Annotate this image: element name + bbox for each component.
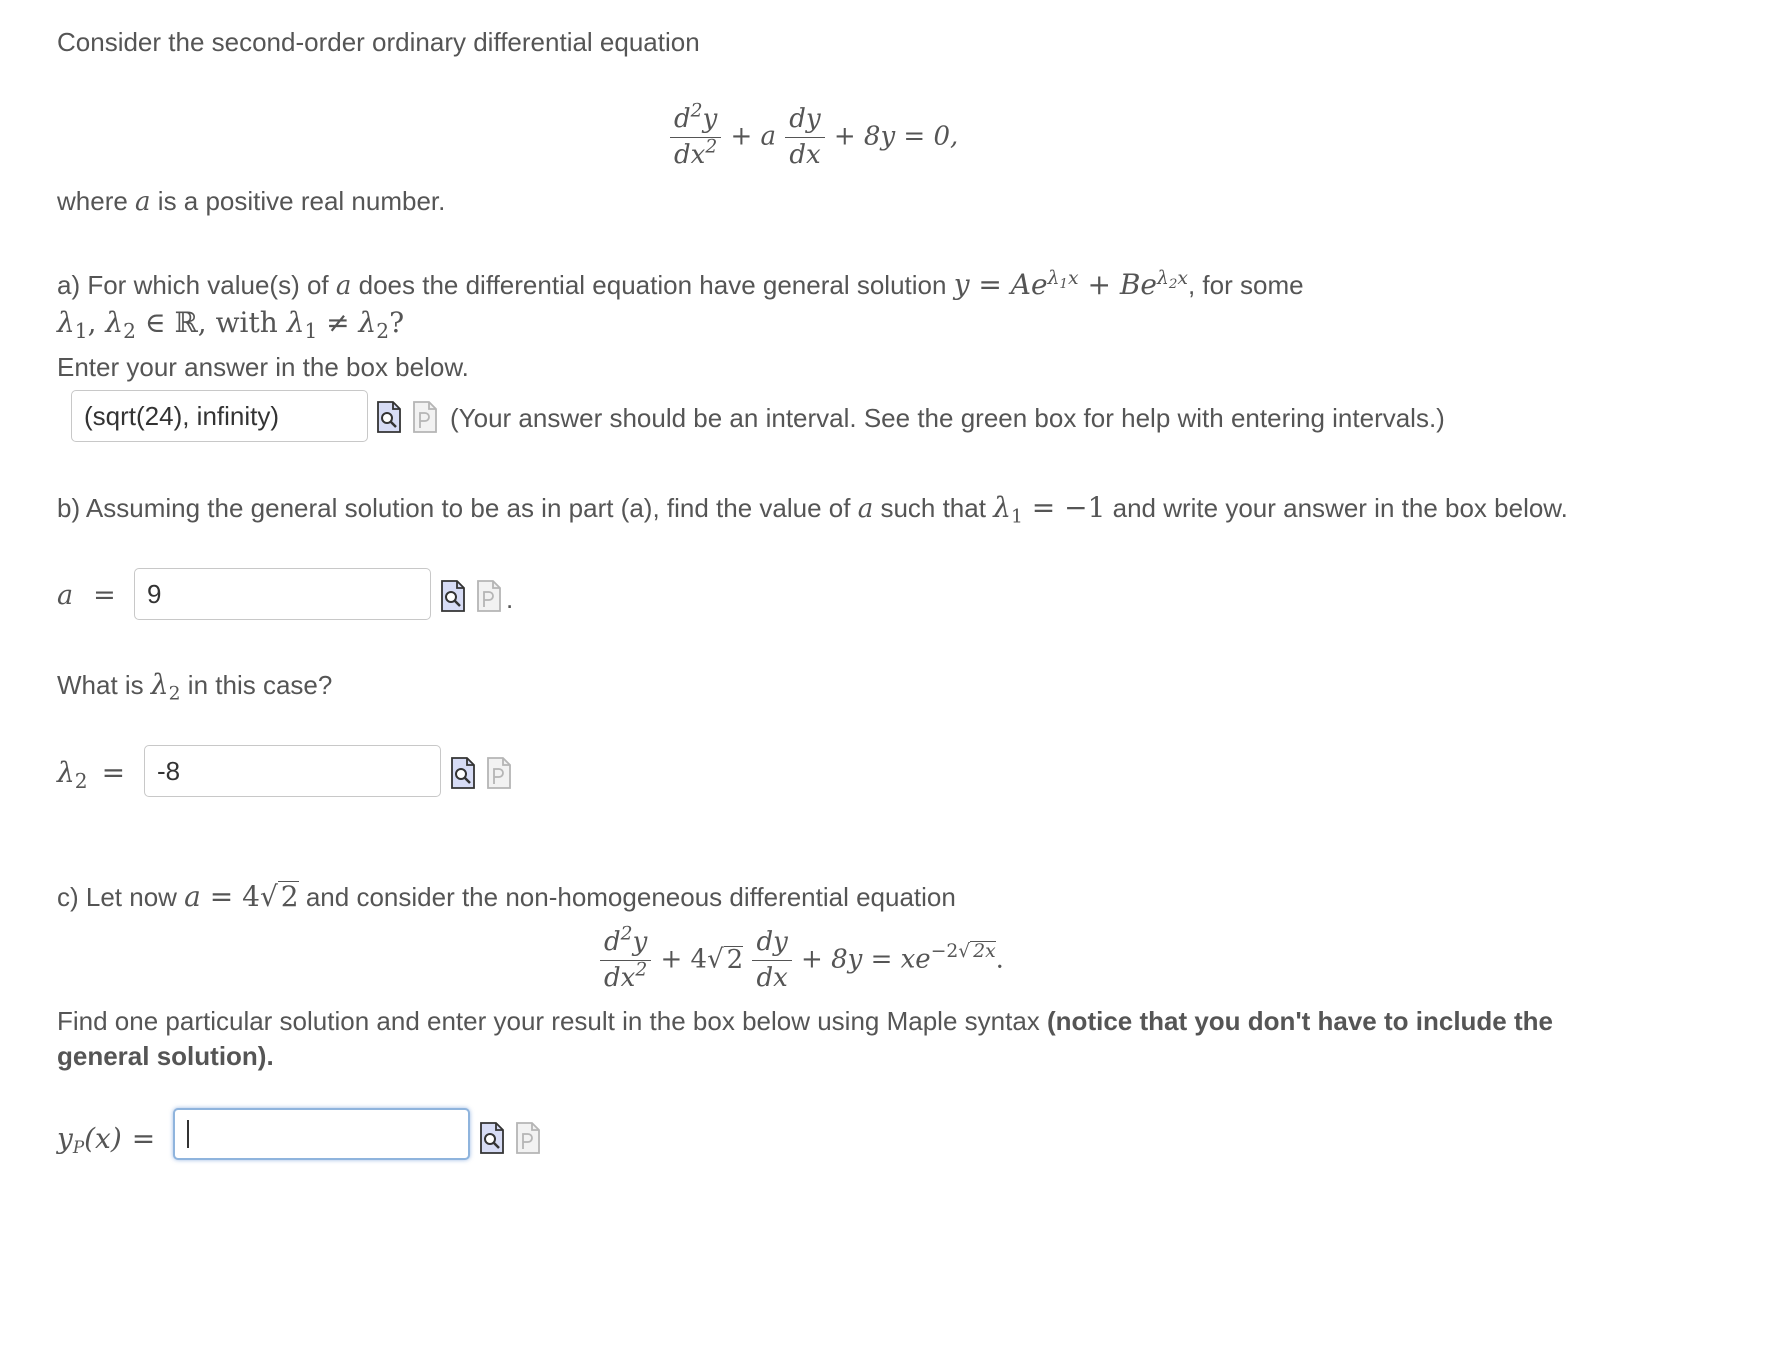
- part-a-hint: (Your answer should be an interval. See the green box for help with entering intervals.): [450, 403, 1445, 433]
- part-c-find-text-line2: general solution).: [57, 1041, 274, 1071]
- intro-text: Consider the second-order ordinary differential equation: [57, 27, 700, 57]
- part-c-equation: $\frac{d^2y}{dx^2}$ + 4√ 2 $\frac{dy}{dx}$ + $8y = xe^{-2√ 2x}$.: [598, 927, 1004, 994]
- part-a-question: a) For which value(s) of a does the differential equation have general solution $y = Ae^{\lambda_1x} + Be^{\lambda_2x}$, for some: [57, 267, 1304, 301]
- intro-equation: $\frac{d^2y}{dx^2}$ + a $\frac{dy}{dx}$ + 8y = 0,: [668, 104, 958, 171]
- lambda2-value: -8: [157, 755, 181, 786]
- palette-icon[interactable]: [515, 1122, 541, 1154]
- preview-icon[interactable]: [376, 401, 402, 433]
- palette-icon[interactable]: [412, 401, 438, 433]
- a-value-input[interactable]: [134, 568, 431, 620]
- intro-where: where a is a positive real number.: [57, 186, 446, 217]
- part-c-find-text: Find one particular solution and enter your result in the box below using Maple syntax (notice that you don't have to include the: [57, 1006, 1553, 1036]
- preview-icon[interactable]: [440, 580, 466, 612]
- lambda2-label: $\lambda_2$ =: [57, 756, 126, 794]
- yp-label: $y_P(x)$ =: [57, 1122, 156, 1158]
- part-a-question-line2: $\lambda_1$, $\lambda_2$ ∈ ℝ, with $\lambda_1 \ne \lambda_2$?: [57, 306, 405, 344]
- part-a-instruction: Enter your answer in the box below.: [57, 352, 469, 382]
- palette-icon[interactable]: [476, 580, 502, 612]
- a-value: 9: [147, 578, 162, 609]
- part-a-answer-value: (sqrt(24), infinity): [84, 400, 280, 431]
- lambda2-value-input[interactable]: [144, 745, 441, 797]
- text-caret: [187, 1120, 189, 1148]
- a-period: .: [506, 584, 514, 614]
- preview-icon[interactable]: [450, 757, 476, 789]
- a-label: a =: [57, 580, 116, 611]
- part-a-answer-input[interactable]: [71, 390, 368, 442]
- part-b-question: b) Assuming the general solution to be as in part (a), find the value of a such that $\lambda_1 = -1$ and write your answer in the box below.: [57, 491, 1568, 528]
- yp-input[interactable]: [173, 1108, 470, 1160]
- part-c-question: c) Let now a = 4√ 2 and consider the non-homogeneous differential equation: [57, 880, 956, 913]
- preview-icon[interactable]: [479, 1122, 505, 1154]
- lambda2-question: What is $\lambda_2$ in this case?: [57, 668, 333, 705]
- palette-icon[interactable]: [486, 757, 512, 789]
